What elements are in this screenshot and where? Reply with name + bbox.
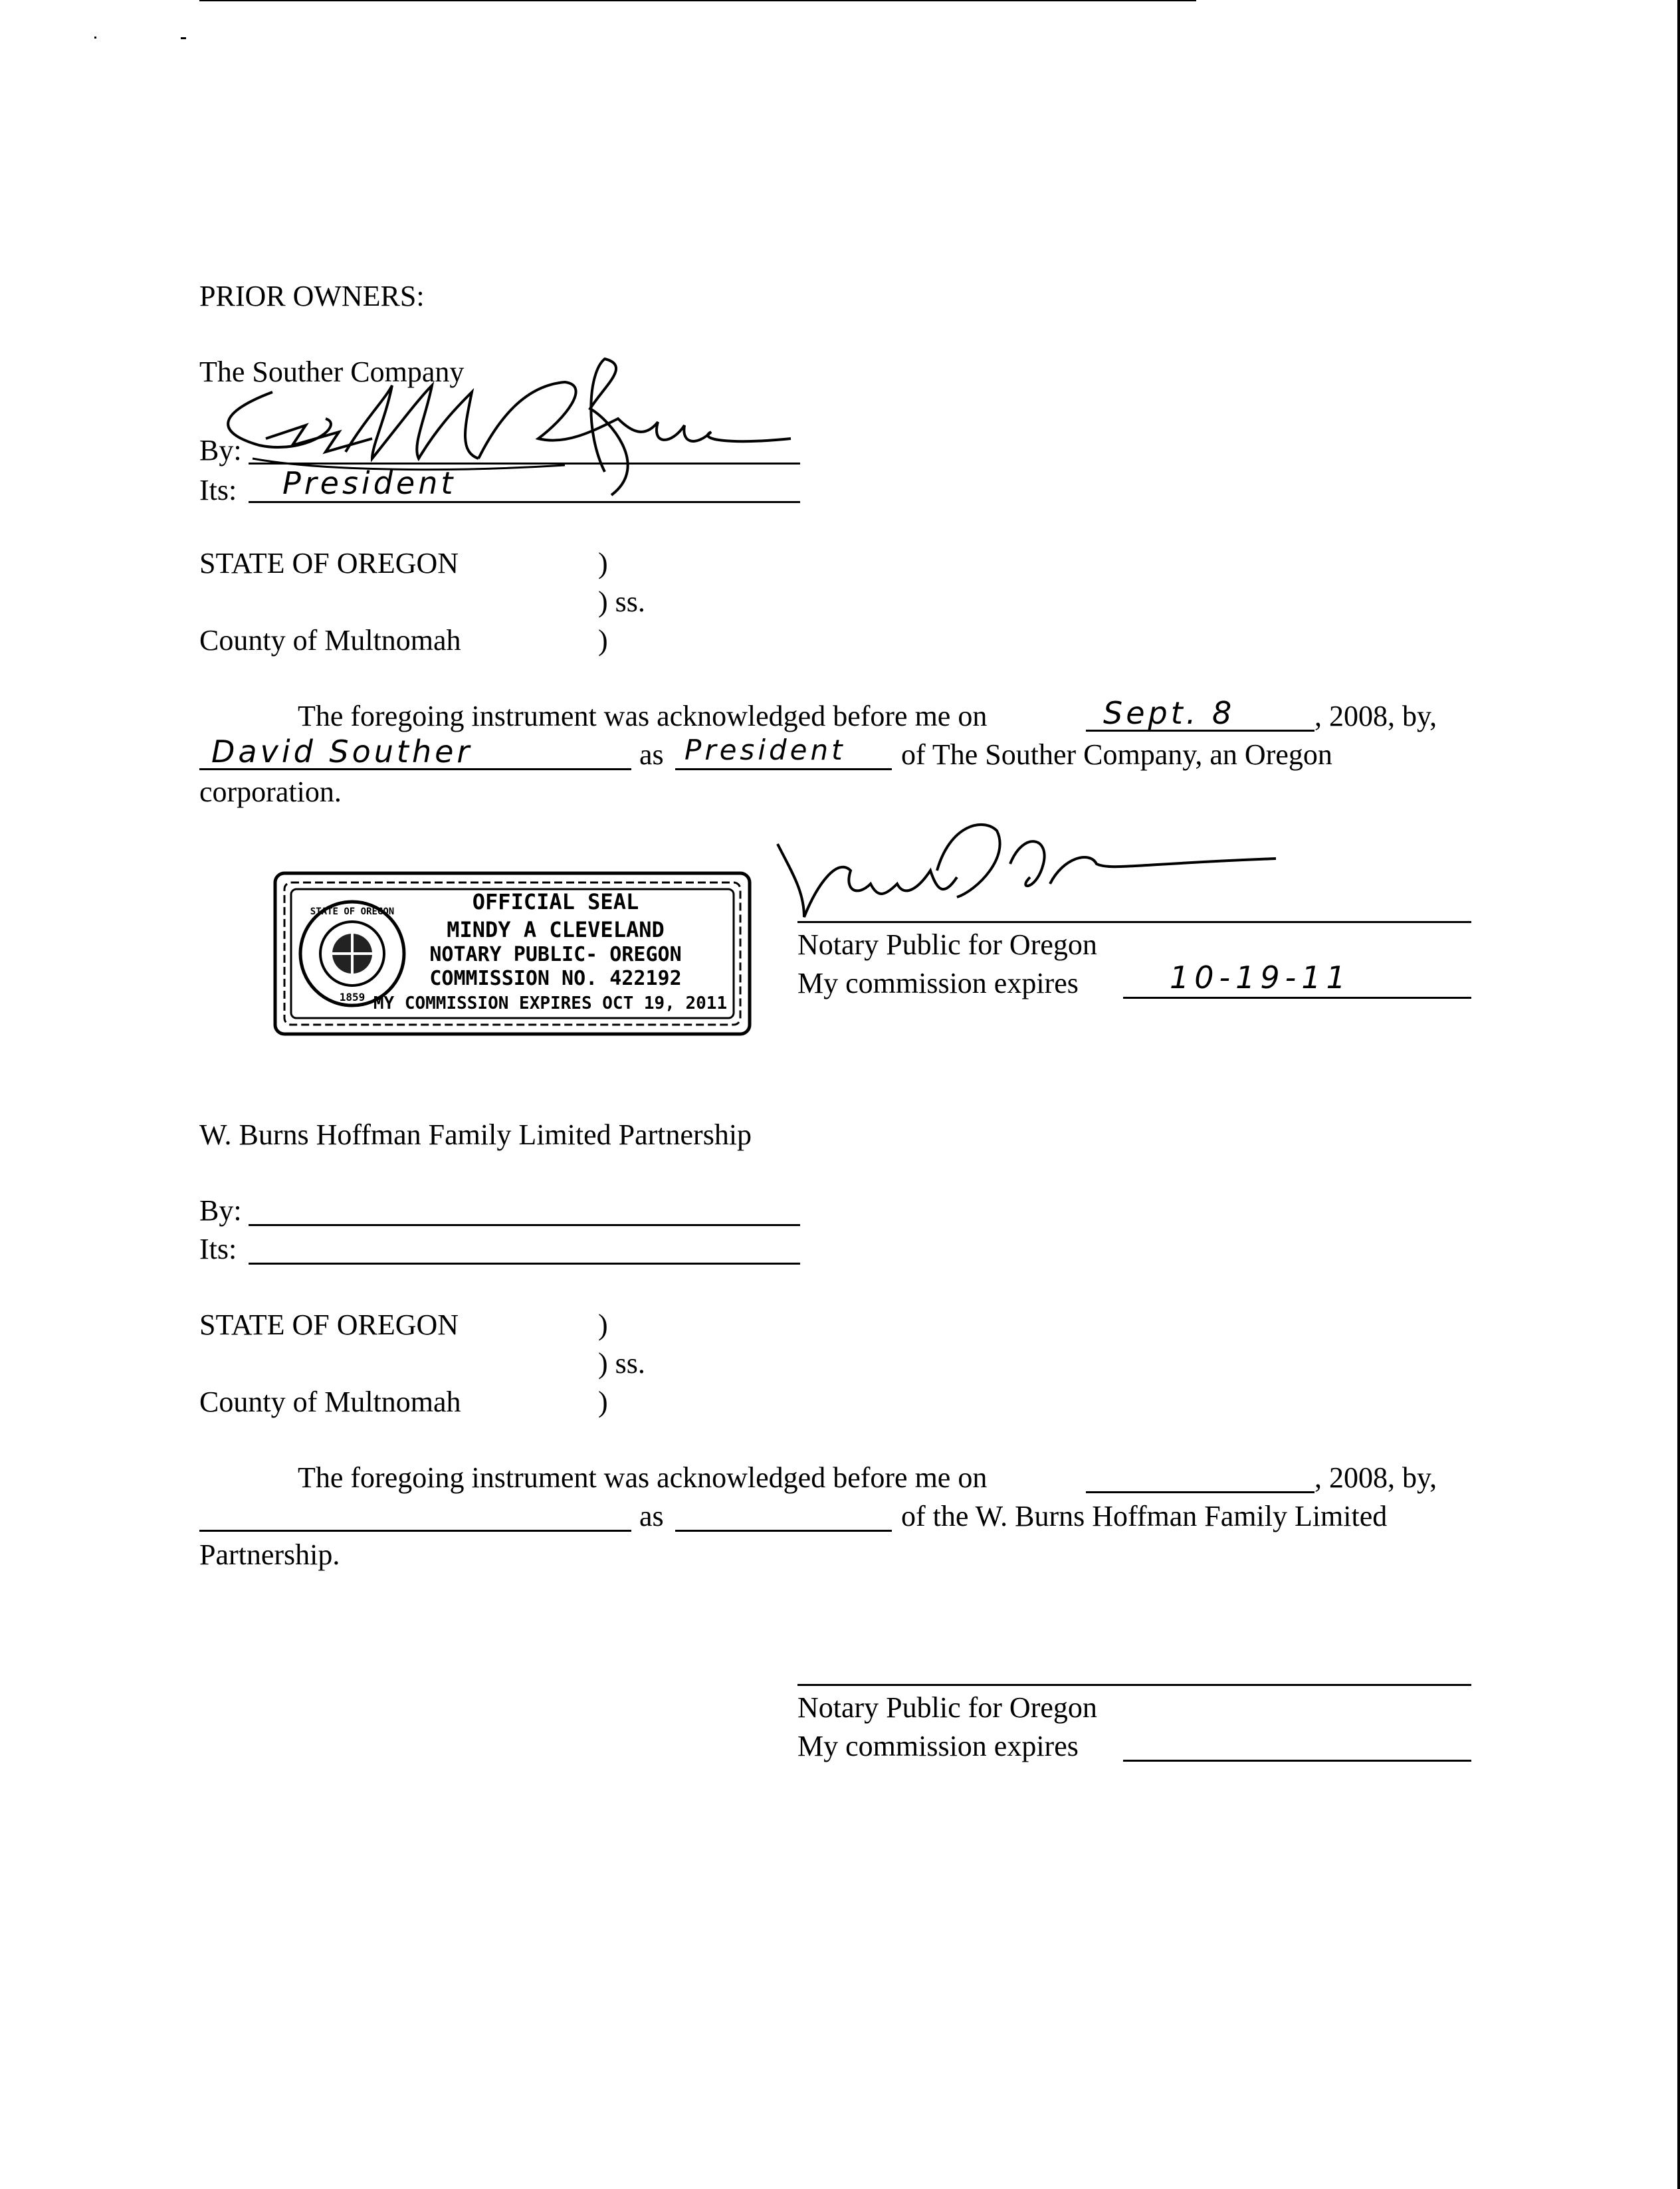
ack-as-2: as (639, 1500, 664, 1532)
company-name-1: The Souther Company (199, 356, 465, 388)
scan-top-edge (199, 0, 1196, 1)
seal-line-3: NOTARY PUBLIC- OREGON (429, 943, 682, 966)
its-line-2 (249, 1263, 800, 1265)
signature-notary (764, 817, 1296, 924)
ack-end-1: corporation. (199, 776, 342, 808)
by-label-2: By: (199, 1194, 242, 1227)
by-line-2 (249, 1224, 800, 1226)
ack-end-2: Partnership. (199, 1538, 340, 1571)
seal-emblem-text: STATE OF OREGON (310, 906, 395, 917)
ack-entity-2: of the W. Burns Hoffman Family Limited (901, 1500, 1388, 1532)
seal-line-2: MINDY A CLEVELAND (447, 917, 665, 942)
ack-as-1: as (639, 738, 664, 771)
signature-souther (193, 346, 804, 505)
company-name-2: W. Burns Hoffman Family Limited Partnership (199, 1118, 752, 1151)
expires-value-1: 10-19-11 (1170, 960, 1351, 995)
ack-title-line-2 (675, 1530, 892, 1532)
expires-label-2: My commission expires (797, 1730, 1079, 1762)
official-seal-stamp (272, 871, 752, 1037)
paren-bottom-1: ) (598, 624, 608, 657)
seal-line-1: OFFICIAL SEAL (472, 889, 639, 914)
paren-top-2: ) (598, 1308, 608, 1341)
ack-name-line-2 (199, 1530, 631, 1532)
prior-owners-heading: PRIOR OWNERS: (199, 280, 425, 312)
notary-label-2: Notary Public for Oregon (797, 1691, 1097, 1724)
its-value-1: President (282, 465, 457, 501)
paren-bottom-2: ) (598, 1386, 608, 1418)
scan-right-edge (1677, 0, 1680, 2189)
paren-top-1: ) (598, 547, 608, 579)
seal-line-5: MY COMMISSION EXPIRES OCT 19, 2011 (373, 993, 728, 1013)
by-label-1: By: (199, 434, 242, 467)
notary-sig-line-1 (797, 921, 1471, 923)
notary-sig-line-2 (797, 1684, 1471, 1686)
its-label-1: Its: (199, 474, 237, 506)
notary-label-1: Notary Public for Oregon (797, 928, 1097, 961)
ack-text-start-1: The foregoing instrument was acknowledged before me on (298, 700, 988, 732)
expires-label-1: My commission expires (797, 967, 1079, 999)
ack-text-start-2: The foregoing instrument was acknowledged before me on (298, 1461, 988, 1494)
ack-year-2: , 2008, by, (1314, 1461, 1437, 1494)
county-label-2: County of Multnomah (199, 1386, 461, 1418)
ack-title-1: President (684, 734, 846, 766)
scan-speck (94, 37, 96, 39)
seal-emblem-year: 1859 (339, 991, 366, 1003)
ack-date-1: Sept. 8 (1103, 695, 1235, 731)
ack-name-1: David Souther (211, 734, 473, 770)
expires-line-1 (1123, 997, 1471, 999)
seal-line-4: COMMISSION NO. 422192 (429, 967, 682, 990)
state-label-1: STATE OF OREGON (199, 547, 459, 579)
its-label-2: Its: (199, 1233, 237, 1265)
state-label-2: STATE OF OREGON (199, 1308, 459, 1341)
county-label-1: County of Multnomah (199, 624, 461, 657)
expires-line-2 (1123, 1760, 1471, 1762)
ack-title-line-1 (675, 768, 892, 770)
ss-label-2: ) ss. (598, 1347, 645, 1380)
ss-label-1: ) ss. (598, 585, 645, 618)
ack-year-1: , 2008, by, (1314, 700, 1437, 732)
ack-date-line-2 (1086, 1491, 1314, 1493)
ack-entity-1: of The Souther Company, an Oregon (901, 738, 1332, 771)
scan-speck (181, 37, 186, 39)
